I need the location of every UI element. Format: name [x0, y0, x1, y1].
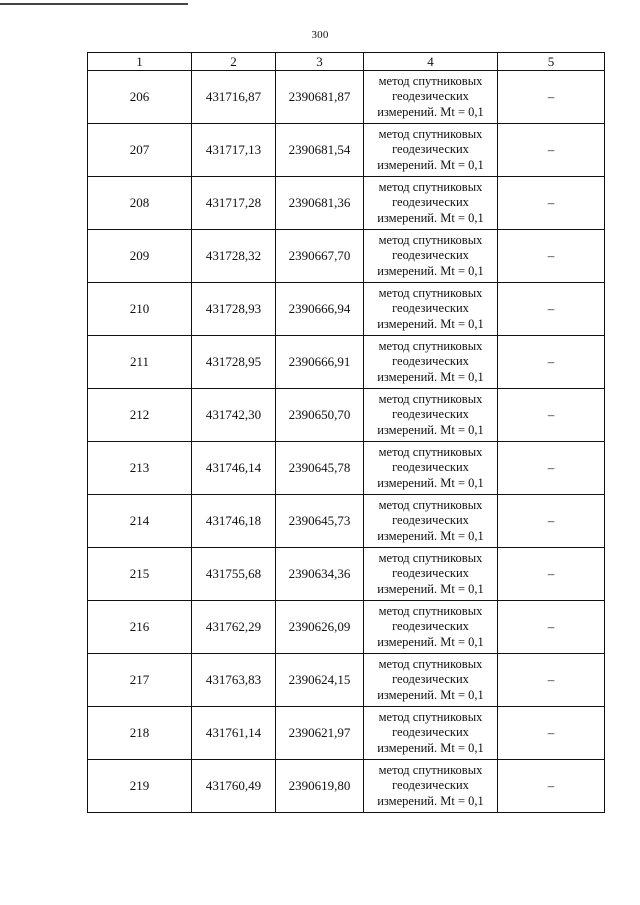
header-col-1: 1 — [88, 53, 192, 71]
method-cell — [364, 495, 498, 548]
note-cell: – — [498, 495, 605, 548]
y-coordinate-cell: 2390681,54 — [276, 124, 364, 177]
method-cell — [364, 336, 498, 389]
method-line: геодезических — [392, 460, 469, 475]
method-line: измерений. Mt = 0,1 — [377, 581, 484, 596]
header-col-4: 4 — [364, 53, 498, 71]
note-cell: – — [498, 442, 605, 495]
table-body — [88, 71, 605, 813]
note-cell: – — [498, 389, 605, 442]
point-number-cell: 214 — [88, 495, 192, 548]
point-number-cell: 213 — [88, 442, 192, 495]
method-line: геодезических — [392, 195, 469, 210]
method-line: метод спутниковых — [378, 232, 483, 247]
top-edge-rule — [0, 3, 188, 5]
y-coordinate-cell: 2390645,73 — [276, 495, 364, 548]
note-cell: – — [498, 283, 605, 336]
method-line: измерений. Mt = 0,1 — [377, 793, 484, 808]
y-coordinate-cell: 2390666,94 — [276, 283, 364, 336]
note-cell: – — [498, 124, 605, 177]
method-line: геодезических — [392, 725, 469, 740]
method-line: метод спутниковых — [378, 391, 483, 406]
x-coordinate-cell: 431728,32 — [192, 230, 276, 283]
table-row — [88, 442, 605, 495]
table-row — [88, 389, 605, 442]
method-cell — [364, 548, 498, 601]
table-header — [88, 53, 605, 71]
method-line: метод спутниковых — [378, 285, 483, 300]
method-line: измерений. Mt = 0,1 — [377, 210, 484, 225]
method-line: метод спутниковых — [378, 73, 483, 88]
method-line: метод спутниковых — [378, 709, 483, 724]
note-cell: – — [498, 654, 605, 707]
note-cell: – — [498, 71, 605, 124]
method-line: геодезических — [392, 566, 469, 581]
method-line: метод спутниковых — [378, 603, 483, 618]
method-cell — [364, 177, 498, 230]
y-coordinate-cell: 2390667,70 — [276, 230, 364, 283]
y-coordinate-cell: 2390645,78 — [276, 442, 364, 495]
method-line: геодезических — [392, 407, 469, 422]
note-cell: – — [498, 548, 605, 601]
point-number-cell: 210 — [88, 283, 192, 336]
table-row — [88, 654, 605, 707]
y-coordinate-cell: 2390666,91 — [276, 336, 364, 389]
method-line: геодезических — [392, 248, 469, 263]
point-number-cell: 216 — [88, 601, 192, 654]
y-coordinate-cell: 2390634,36 — [276, 548, 364, 601]
method-line: измерений. Mt = 0,1 — [377, 740, 484, 755]
method-line: измерений. Mt = 0,1 — [377, 687, 484, 702]
x-coordinate-cell: 431728,95 — [192, 336, 276, 389]
table-row — [88, 71, 605, 124]
method-line: измерений. Mt = 0,1 — [377, 528, 484, 543]
method-line: метод спутниковых — [378, 126, 483, 141]
x-coordinate-cell: 431742,30 — [192, 389, 276, 442]
point-number-cell: 206 — [88, 71, 192, 124]
note-cell: – — [498, 760, 605, 813]
x-coordinate-cell: 431717,13 — [192, 124, 276, 177]
page-number: 300 — [311, 29, 329, 41]
method-cell — [364, 283, 498, 336]
table-row — [88, 548, 605, 601]
x-coordinate-cell: 431761,14 — [192, 707, 276, 760]
method-cell — [364, 707, 498, 760]
y-coordinate-cell: 2390619,80 — [276, 760, 364, 813]
method-line: метод спутниковых — [378, 338, 483, 353]
method-cell — [364, 230, 498, 283]
note-cell: – — [498, 336, 605, 389]
method-line: геодезических — [392, 354, 469, 369]
method-cell — [364, 124, 498, 177]
x-coordinate-cell: 431760,49 — [192, 760, 276, 813]
y-coordinate-cell: 2390681,36 — [276, 177, 364, 230]
note-cell: – — [498, 707, 605, 760]
method-line: измерений. Mt = 0,1 — [377, 475, 484, 490]
method-line: измерений. Mt = 0,1 — [377, 369, 484, 384]
method-line: метод спутниковых — [378, 497, 483, 512]
x-coordinate-cell: 431717,28 — [192, 177, 276, 230]
method-cell — [364, 71, 498, 124]
table-row — [88, 283, 605, 336]
header-col-5: 5 — [498, 53, 605, 71]
point-number-cell: 218 — [88, 707, 192, 760]
point-number-cell: 217 — [88, 654, 192, 707]
point-number-cell: 212 — [88, 389, 192, 442]
y-coordinate-cell: 2390681,87 — [276, 71, 364, 124]
table-row — [88, 230, 605, 283]
method-cell — [364, 654, 498, 707]
method-line: геодезических — [392, 513, 469, 528]
method-line: геодезических — [392, 619, 469, 634]
point-number-cell: 208 — [88, 177, 192, 230]
method-cell — [364, 760, 498, 813]
method-line: измерений. Mt = 0,1 — [377, 634, 484, 649]
method-line: геодезических — [392, 778, 469, 793]
point-number-cell: 211 — [88, 336, 192, 389]
method-cell — [364, 442, 498, 495]
x-coordinate-cell: 431728,93 — [192, 283, 276, 336]
method-line: метод спутниковых — [378, 656, 483, 671]
x-coordinate-cell: 431762,29 — [192, 601, 276, 654]
table-row — [88, 124, 605, 177]
table-row — [88, 707, 605, 760]
header-row — [88, 53, 605, 71]
method-cell — [364, 601, 498, 654]
method-line: измерений. Mt = 0,1 — [377, 104, 484, 119]
note-cell: – — [498, 601, 605, 654]
method-line: геодезических — [392, 301, 469, 316]
method-line: метод спутниковых — [378, 762, 483, 777]
method-line: геодезических — [392, 89, 469, 104]
x-coordinate-cell: 431746,18 — [192, 495, 276, 548]
x-coordinate-cell: 431716,87 — [192, 71, 276, 124]
y-coordinate-cell: 2390624,15 — [276, 654, 364, 707]
method-line: измерений. Mt = 0,1 — [377, 157, 484, 172]
x-coordinate-cell: 431755,68 — [192, 548, 276, 601]
y-coordinate-cell: 2390650,70 — [276, 389, 364, 442]
x-coordinate-cell: 431746,14 — [192, 442, 276, 495]
table-row — [88, 495, 605, 548]
method-line: измерений. Mt = 0,1 — [377, 263, 484, 278]
point-number-cell: 219 — [88, 760, 192, 813]
note-cell: – — [498, 230, 605, 283]
point-number-cell: 215 — [88, 548, 192, 601]
y-coordinate-cell: 2390626,09 — [276, 601, 364, 654]
point-number-cell: 209 — [88, 230, 192, 283]
table-row — [88, 336, 605, 389]
header-col-3: 3 — [276, 53, 364, 71]
coordinates-table — [87, 52, 605, 813]
note-cell: – — [498, 177, 605, 230]
table-row — [88, 601, 605, 654]
point-number-cell: 207 — [88, 124, 192, 177]
y-coordinate-cell: 2390621,97 — [276, 707, 364, 760]
table-row — [88, 760, 605, 813]
method-cell — [364, 389, 498, 442]
method-line: измерений. Mt = 0,1 — [377, 422, 484, 437]
method-line: геодезических — [392, 672, 469, 687]
table-row — [88, 177, 605, 230]
method-line: метод спутниковых — [378, 444, 483, 459]
header-col-2: 2 — [192, 53, 276, 71]
x-coordinate-cell: 431763,83 — [192, 654, 276, 707]
method-line: измерений. Mt = 0,1 — [377, 316, 484, 331]
method-line: геодезических — [392, 142, 469, 157]
method-line: метод спутниковых — [378, 179, 483, 194]
method-line: метод спутниковых — [378, 550, 483, 565]
